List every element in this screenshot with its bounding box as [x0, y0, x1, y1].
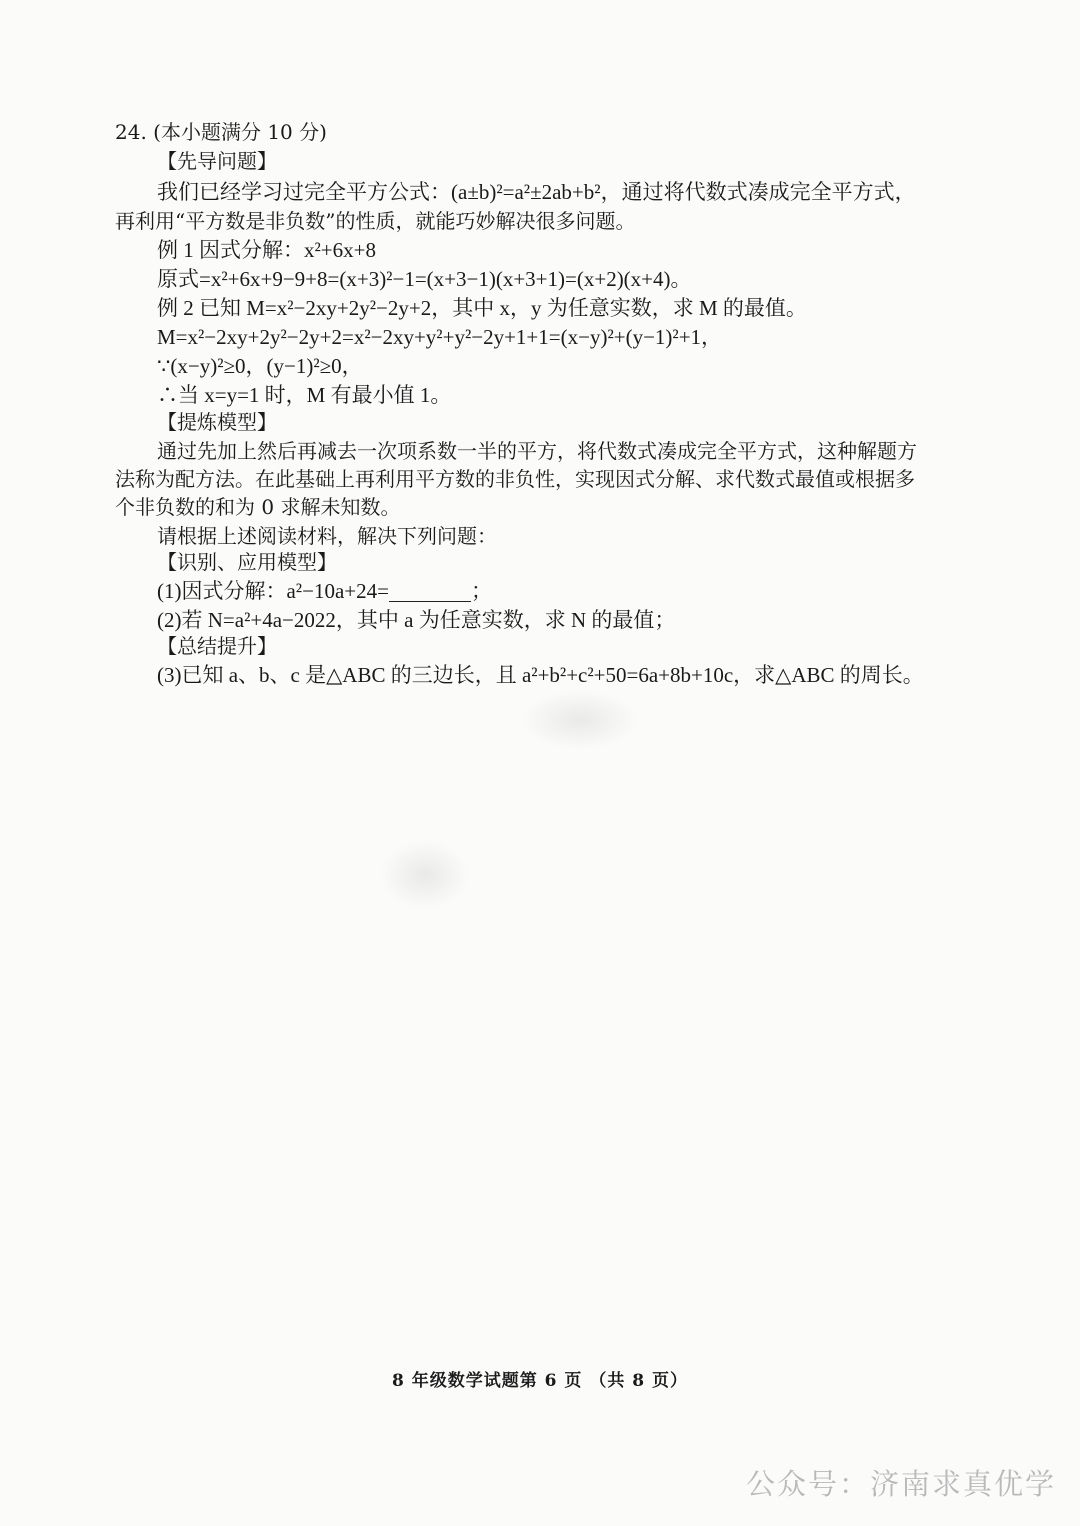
page-footer: 8 年级数学试题第 6 页 （共 8 页） — [392, 1371, 688, 1391]
example-2-step-3: ∴当 x=y=1 时，M 有最小值 1。 — [157, 383, 452, 407]
intro-line-1: 我们已经学习过完全平方公式：(a±b)²=a²±2ab+b²，通过将代数式凑成完全平方式， — [157, 180, 916, 204]
intro-line-2: 再利用“平方数是非负数”的性质，就能巧妙解决很多问题。 — [115, 209, 636, 233]
instruction: 请根据上述阅读材料，解决下列问题： — [157, 524, 497, 548]
watermark: 公众号：济南求真优学 — [745, 1467, 1056, 1501]
section-lead-title: 【先导问题】 — [157, 149, 277, 173]
example-1-solution: 原式=x²+6x+9−9+8=(x+3)²−1=(x+3−1)(x+3+1)=(x+2)(x+4)。 — [157, 267, 692, 291]
question-2: (2)若 N=a²+4a−2022，其中 a 为任意实数，求 N 的最值； — [157, 608, 676, 632]
example-2-title: 例 2 已知 M=x²−2xy+2y²−2y+2，其中 x，y 为任意实数，求 M 的最值。 — [157, 296, 807, 320]
example-2-step-1: M=x²−2xy+2y²−2y+2=x²−2xy+y²+y²−2y+1+1=(x−y)²+(y−1)²+1， — [157, 325, 723, 349]
model-line-2: 法称为配方法。在此基础上再利用平方数的非负性，实现因式分解、求代数式最值或根据多 — [115, 467, 915, 491]
model-line-3: 个非负数的和为 0 求解未知数。 — [115, 495, 401, 519]
question-1-text: (1)因式分解：a²−10a+24= — [157, 579, 389, 603]
scan-smudge — [520, 690, 640, 750]
section-apply-title: 【识别、应用模型】 — [157, 550, 337, 574]
section-summary-title: 【总结提升】 — [157, 634, 277, 658]
section-model-title: 【提炼模型】 — [157, 410, 277, 434]
scan-smudge — [380, 840, 470, 910]
example-2-step-2: ∵(x−y)²≥0，(y−1)²≥0， — [157, 354, 363, 378]
answer-blank[interactable] — [389, 579, 471, 602]
question-1-end: ； — [470, 579, 492, 603]
question-1 — [157, 577, 492, 605]
question-3: (3)已知 a、b、c 是△ABC 的三边长，且 a²+b²+c²+50=6a+8b+10c，求△ABC 的周长。 — [157, 663, 924, 687]
problem-header: 24. (本小题满分 10 分) — [115, 120, 327, 144]
example-1-title: 例 1 因式分解：x²+6x+8 — [157, 238, 376, 262]
model-line-1: 通过先加上然后再减去一次项系数一半的平方，将代数式凑成完全平方式，这种解题方 — [157, 439, 917, 463]
